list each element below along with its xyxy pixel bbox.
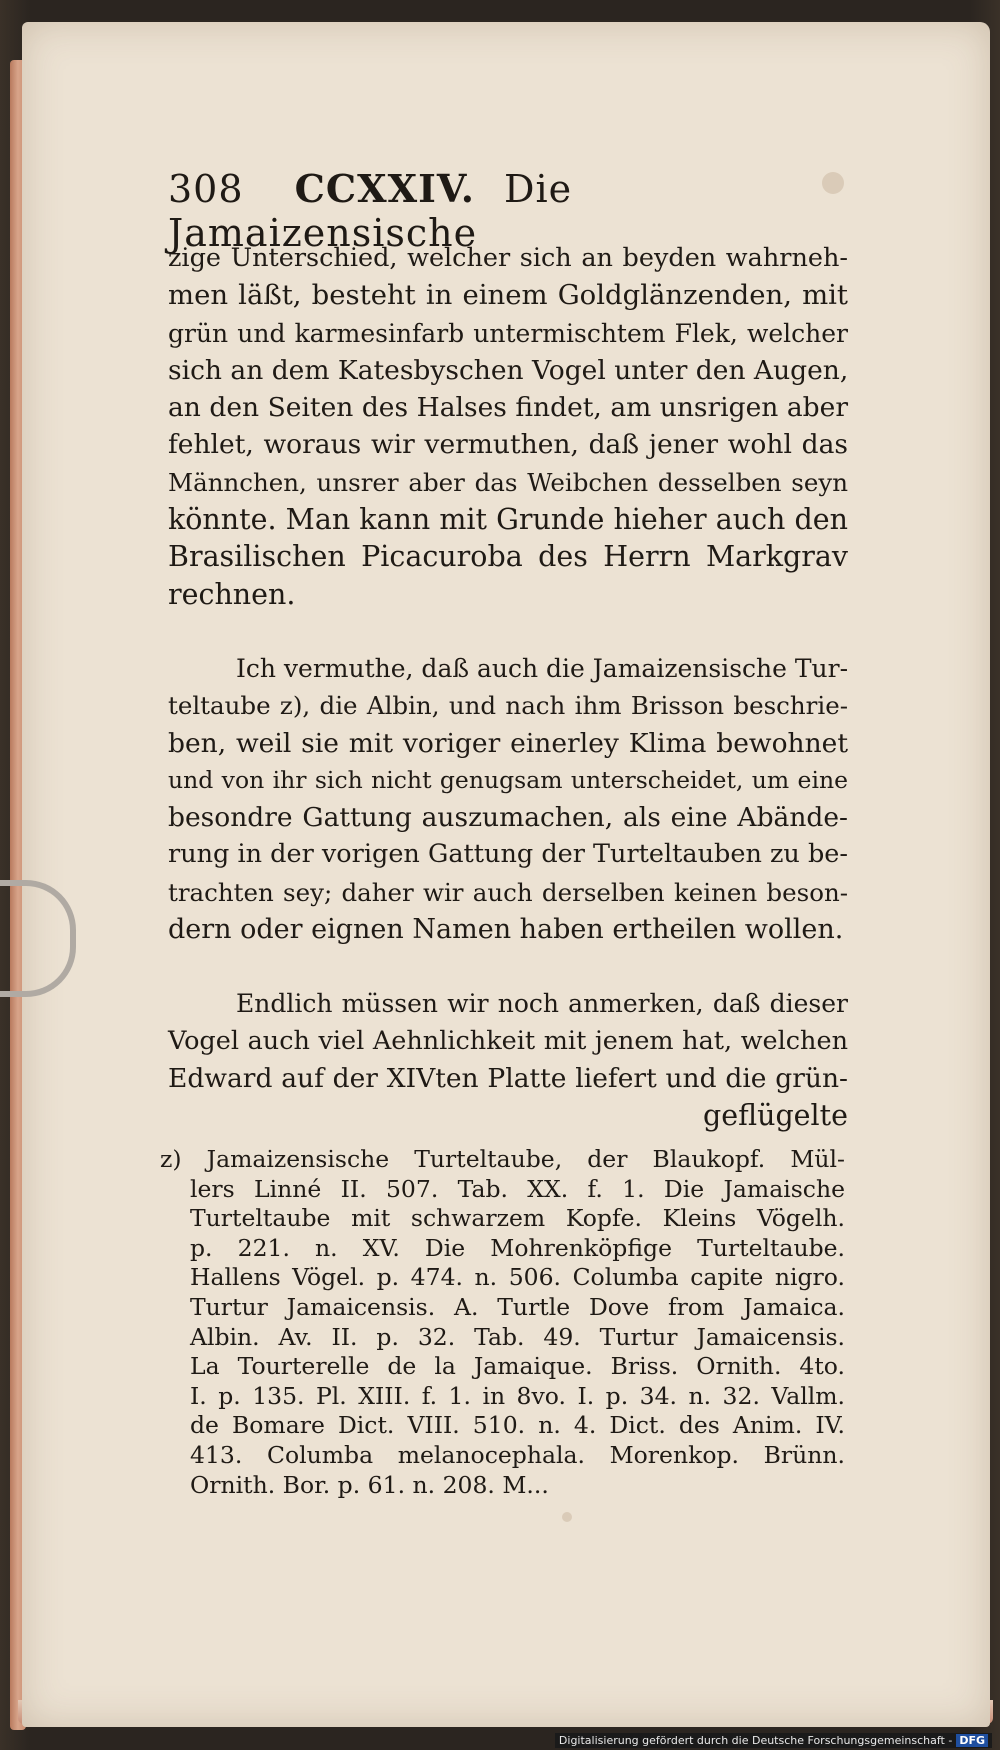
digitization-credit xyxy=(555,1733,992,1748)
footnote-line: p. 221. n. XV. Die Mohrenköpfige Turteltaube. xyxy=(190,1233,845,1262)
text-line: Vogel auch viel Aehnlichkeit mit jenem hat, welchen xyxy=(168,1025,848,1056)
text-line: fehlet, woraus wir vermuthen, daß jener wohl das xyxy=(168,429,848,461)
text-line: an den Seiten des Halses findet, am unsrigen aber xyxy=(168,392,848,424)
footnote-line: de Bomare Dict. VIII. 510. n. 4. Dict. des Anim. IV. xyxy=(190,1411,845,1440)
text-line: dern oder eignen Namen haben ertheilen wollen. xyxy=(168,914,844,946)
footnote-line: z) Jamaizensische Turteltaube, der Blaukopf. Mül- xyxy=(160,1145,845,1173)
footnote-line: Albin. Av. II. p. 32. Tab. 49. Turtur Jamaicensis. xyxy=(190,1322,845,1351)
text-line: Edward auf der XIVten Platte liefert und die grün- xyxy=(168,1062,848,1094)
text-line: rung in der vorigen Gattung der Turteltauben zu be- xyxy=(168,839,848,870)
text-line: rechnen. xyxy=(168,577,296,611)
text-line: Endlich müssen wir noch anmerken, daß dieser xyxy=(236,989,848,1019)
footnote xyxy=(160,1145,845,1500)
running-title: Die Jamaizensische xyxy=(168,167,573,255)
text-line: grün und karmesinfarb untermischtem Flek, welcher xyxy=(168,318,848,348)
footnote-line: La Tourterelle de la Jamaique. Briss. Ornith. 4to. xyxy=(190,1352,845,1381)
text-line: men läßt, besteht in einem Goldglänzenden, mit xyxy=(168,279,848,312)
catchword: geflügelte xyxy=(702,1099,848,1133)
dfg-logo: DFG xyxy=(956,1734,988,1747)
text-line: trachten sey; daher wir auch derselben keinen beson- xyxy=(168,877,848,907)
stain xyxy=(822,172,844,194)
page-number: 308 xyxy=(168,167,244,211)
text-line: Ich vermuthe, daß auch die Jamaizensische Tur- xyxy=(236,653,849,683)
main-text xyxy=(168,240,848,1135)
text-line: könnte. Man kann mit Grunde hieher auch den xyxy=(168,503,848,537)
text-line: besondre Gattung auszumachen, als eine Abände- xyxy=(168,802,848,834)
footnote-line: Hallens Vögel. p. 474. n. 506. Columba capite nigro. xyxy=(190,1263,845,1292)
text-line: zige Unterschied, welcher sich an beyden wahrneh- xyxy=(168,243,848,273)
text-line: sich an dem Katesbyschen Vogel unter den Augen, xyxy=(168,354,849,386)
footnote-line: lers Linné II. 507. Tab. XX. f. 1. Die Jamaische xyxy=(190,1174,845,1203)
digitization-text: Digitalisierung gefördert durch die Deutsche Forschungsgemeinschaft - xyxy=(558,1734,953,1747)
text-line: und von ihr sich nicht genugsam unterscheidet, um eine xyxy=(168,765,848,794)
text-line: Brasilischen Picacuroba des Herrn Markgrav xyxy=(168,540,848,574)
footnote-line: Turteltaube mit schwarzem Kopfe. Kleins Vögelh. xyxy=(190,1204,845,1233)
footnote-line: 413. Columba melanocephala. Morenkop. Brünn. xyxy=(190,1440,845,1469)
text-line: Männchen, unsrer aber das Weibchen desselben seyn xyxy=(168,467,848,497)
footnote-line: I. p. 135. Pl. XIII. f. 1. in 8vo. I. p. 34. n. 32. Vallm. xyxy=(190,1381,845,1410)
footnote-line: Turtur Jamaicensis. A. Turtle Dove from Jamaica. xyxy=(190,1292,845,1321)
stain xyxy=(562,1512,572,1522)
footnote-line: Ornith. Bor. p. 61. n. 208. M... xyxy=(190,1470,549,1499)
chapter-number: CCXXIV. xyxy=(294,166,475,211)
text-line: ben, weil sie mit voriger einerley Klima bewohnet xyxy=(168,727,848,759)
text-line: teltaube z), die Albin, und nach ihm Brisson beschrie- xyxy=(168,691,848,721)
